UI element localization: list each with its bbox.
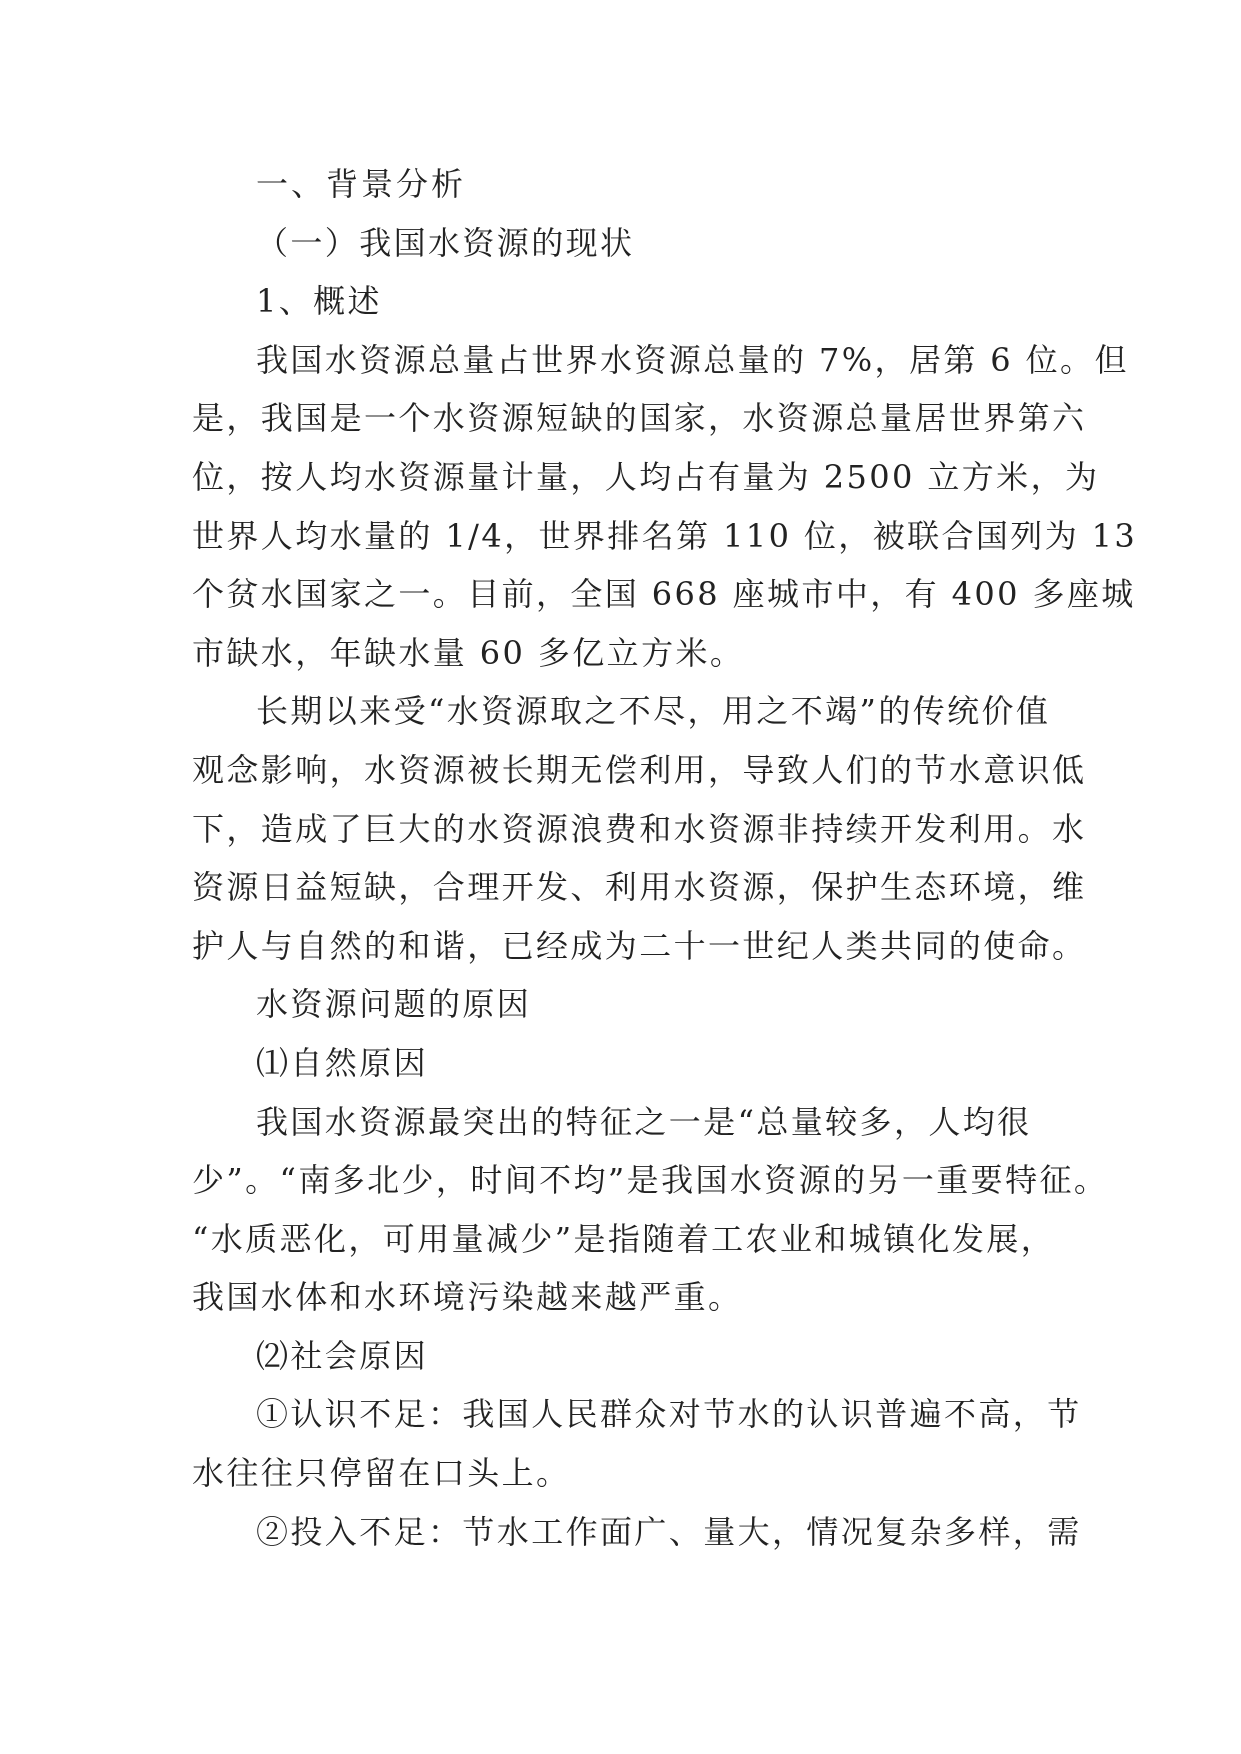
paragraph-line: 长期以来受“水资源取之不尽，用之不竭”的传统价值 bbox=[256, 692, 1051, 731]
paragraph-line: 水往往只停留在口头上。 bbox=[192, 1454, 571, 1493]
document-page bbox=[192, 155, 1138, 1561]
paragraph-line: ②投入不足：节水工作面广、量大，情况复杂多样，需 bbox=[256, 1512, 1082, 1551]
paragraph-line: 世界人均水量的 1/4，世界排名第 110 位，被联合国列为 13 bbox=[192, 516, 1138, 555]
paragraph-line: 下，造成了巨大的水资源浪费和水资源非持续开发利用。水 bbox=[192, 809, 1087, 848]
paragraph-awareness bbox=[192, 1385, 1082, 1502]
paragraph-line: 护人与自然的和谐，已经成为二十一世纪人类共同的使命。 bbox=[192, 926, 1087, 965]
paragraph-line: 观念影响，水资源被长期无偿利用，导致人们的节水意识低 bbox=[192, 750, 1087, 789]
paragraph-line: 位，按人均水资源量计量，人均占有量为 2500 立方米，为 bbox=[192, 457, 1100, 496]
natural-causes-heading: ⑴自然原因 bbox=[256, 1043, 429, 1082]
paragraph-overview bbox=[192, 331, 1138, 683]
causes-heading: 水资源问题的原因 bbox=[256, 985, 532, 1024]
paragraph-line: ①认识不足：我国人民群众对节水的认识普遍不高，节 bbox=[256, 1395, 1082, 1434]
paragraph-line: 少”。“南多北少，时间不均”是我国水资源的另一重要特征。 bbox=[192, 1161, 1109, 1200]
paragraph-line: 市缺水，年缺水量 60 多亿立方米。 bbox=[192, 633, 745, 672]
paragraph-line: 个贫水国家之一。目前，全国 668 座城市中，有 400 多座城 bbox=[192, 575, 1136, 614]
paragraph-line: 我国水资源最突出的特征之一是“总量较多，人均很 bbox=[256, 1102, 1032, 1141]
paragraph-line: “水质恶化，可用量减少”是指随着工农业和城镇化发展， bbox=[192, 1219, 1056, 1258]
paragraph-line: 我国水体和水环境污染越来越严重。 bbox=[192, 1278, 743, 1317]
paragraph-line: 我国水资源总量占世界水资源总量的 7%，居第 6 位。但 bbox=[256, 340, 1129, 379]
subsection-heading: （一）我国水资源的现状 bbox=[256, 223, 635, 262]
item-heading: 1、概述 bbox=[256, 282, 382, 321]
paragraph-investment bbox=[192, 1503, 1082, 1562]
paragraph-line: 是，我国是一个水资源短缺的国家，水资源总量居世界第六 bbox=[192, 399, 1087, 438]
social-causes-heading: ⑵社会原因 bbox=[256, 1336, 429, 1375]
paragraph-values bbox=[192, 682, 1087, 975]
section-heading: 一、背景分析 bbox=[256, 165, 467, 203]
paragraph-line: 资源日益短缺，合理开发、利用水资源，保护生态环境，维 bbox=[192, 868, 1087, 907]
paragraph-natural bbox=[192, 1093, 1109, 1327]
